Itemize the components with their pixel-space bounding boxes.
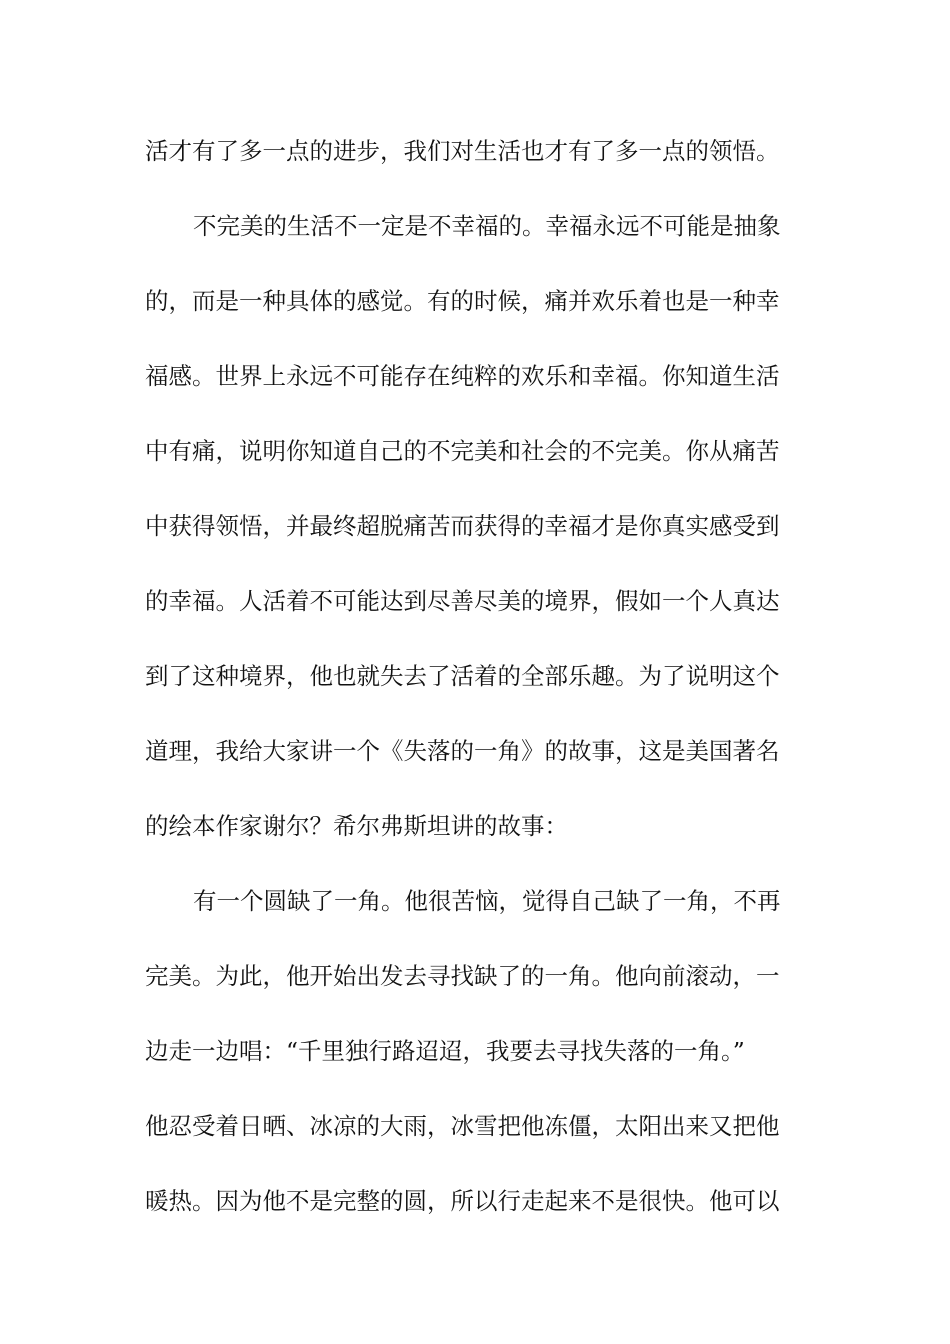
text-line: 福感。世界上永远不可能存在纯粹的欢乐和幸福。你知道生活: [145, 362, 780, 390]
text-line: 的，而是一种具体的感觉。有的时候，痛并欢乐着也是一种幸: [145, 287, 780, 315]
text-line: 中有痛，说明你知道自己的不完美和社会的不完美。你从痛苦: [145, 437, 780, 465]
text-line: 的幸福。人活着不可能达到尽善尽美的境界，假如一个人真达: [145, 587, 780, 615]
text-line: 完美。为此，他开始出发去寻找缺了的一角。他向前滚动，一: [145, 962, 780, 990]
text-line: 中获得领悟，并最终超脱痛苦而获得的幸福才是你真实感受到: [145, 512, 780, 540]
paragraph-start-line: 有一个圆缺了一角。他很苦恼，觉得自己缺了一角，不再: [193, 887, 781, 915]
text-line: 到了这种境界，他也就失去了活着的全部乐趣。为了说明这个: [145, 662, 780, 690]
text-line: 的绘本作家谢尔？希尔弗斯坦讲的故事：: [145, 812, 568, 840]
text-line: 他忍受着日晒、冰凉的大雨，冰雪把他冻僵，太阳出来又把他: [145, 1112, 780, 1140]
text-line: 道理，我给大家讲一个《失落的一角》的故事，这是美国著名: [145, 737, 780, 765]
text-line: 暖热。因为他不是完整的圆，所以行走起来不是很快。他可以: [145, 1187, 780, 1215]
text-line: 活才有了多一点的进步，我们对生活也才有了多一点的领悟。: [145, 137, 780, 165]
text-line: 边走一边唱：“千里独行路迢迢，我要去寻找失落的一角。”: [145, 1037, 745, 1065]
paragraph-start-line: 不完美的生活不一定是不幸福的。幸福永远不可能是抽象: [193, 212, 781, 240]
